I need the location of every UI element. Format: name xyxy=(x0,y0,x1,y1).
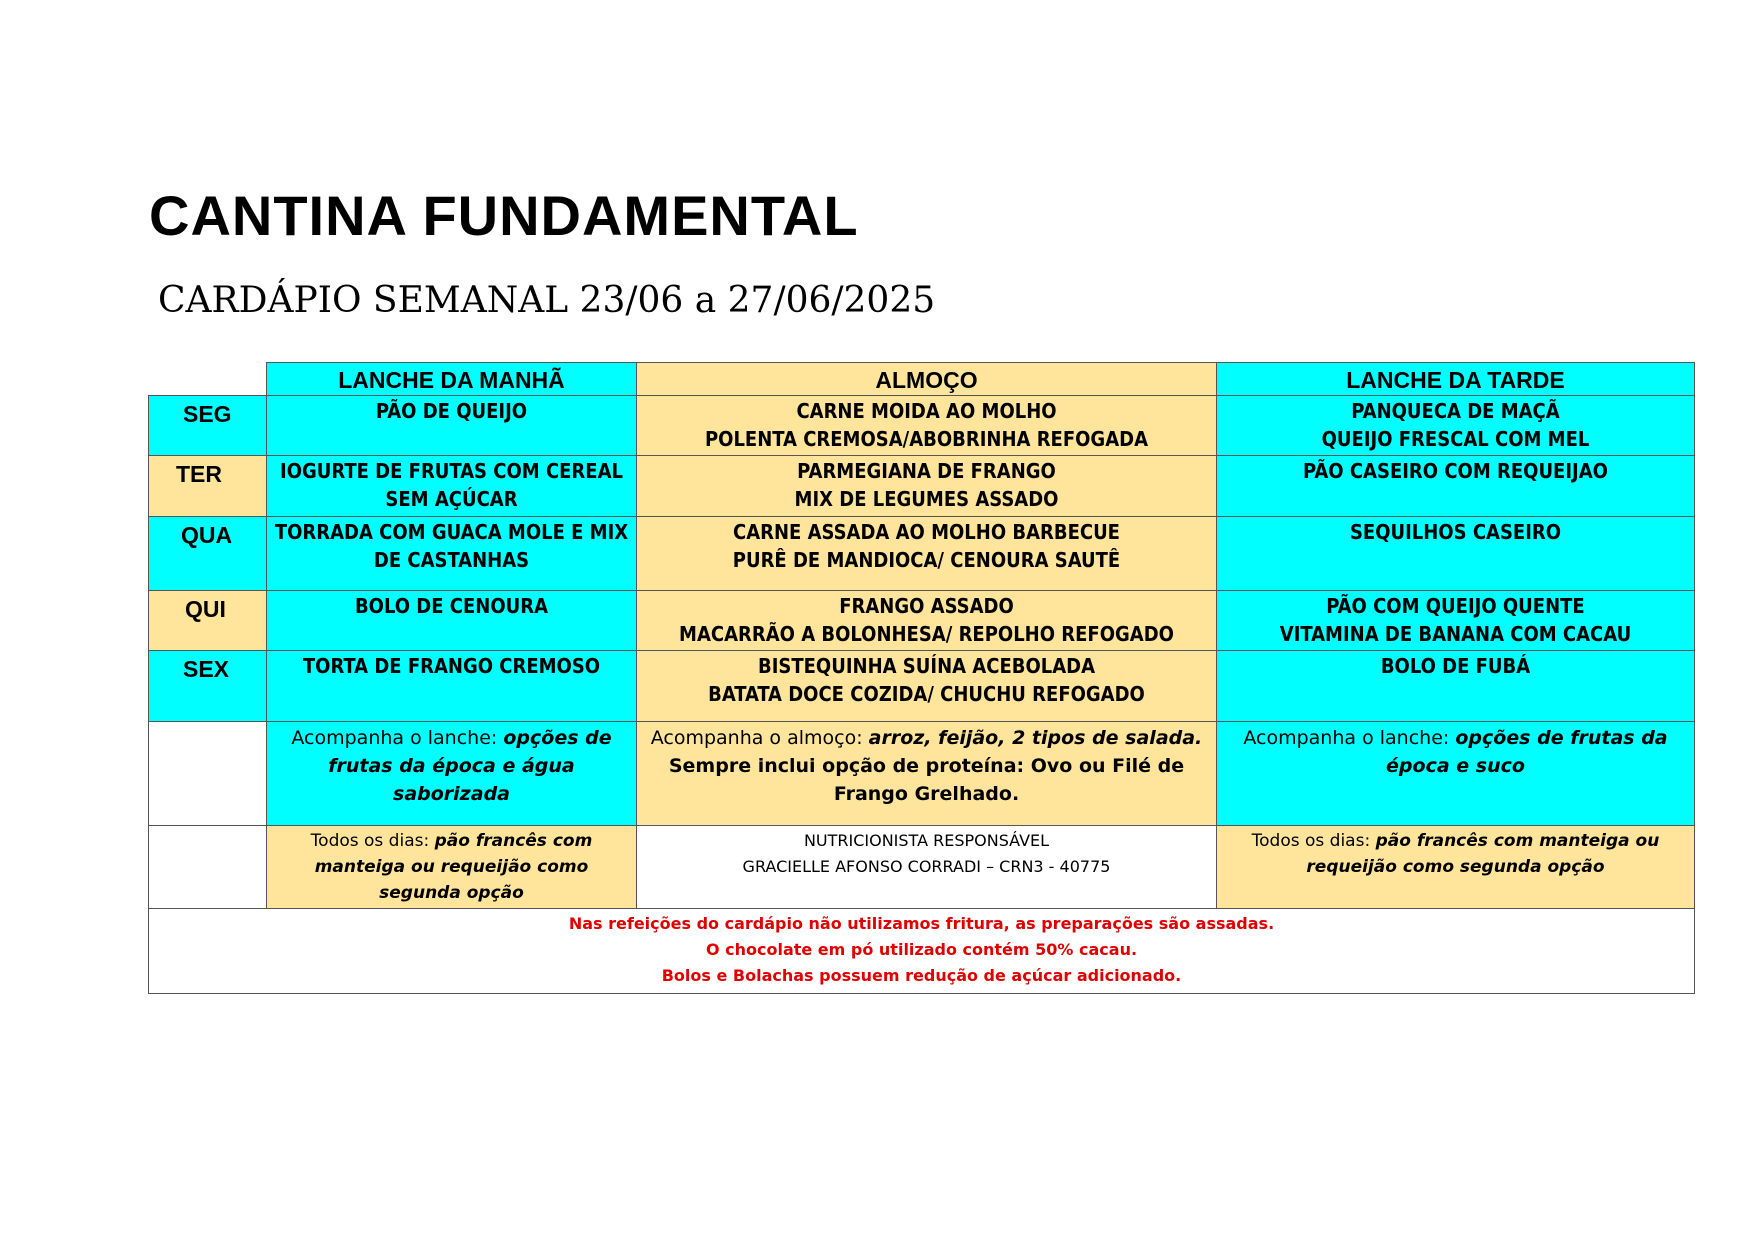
footer-note: Bolos e Bolachas possuem redução de açúcar adicionado. xyxy=(661,966,1182,985)
morning-cell: TORTA DE FRANGO CREMOSO xyxy=(267,651,637,722)
afternoon-cell: PANQUECA DE MAÇÃ QUEIJO FRESCAL COM MEL xyxy=(1217,396,1695,456)
morning-accompaniment: Acompanha o lanche: opções de frutas da época e água saborizada xyxy=(267,722,637,826)
header-empty-cell xyxy=(149,363,267,396)
footer-row xyxy=(149,909,1695,994)
header-morning: LANCHE DA MANHÃ xyxy=(267,363,637,396)
table-row xyxy=(149,456,1695,517)
table-row xyxy=(149,591,1695,651)
empty-cell xyxy=(149,826,267,909)
header-afternoon: LANCHE DA TARDE xyxy=(1217,363,1695,396)
menu-table xyxy=(148,362,1695,994)
lunch-cell: CARNE MOIDA AO MOLHO POLENTA CREMOSA/ABOBRINHA REFOGADA xyxy=(637,396,1217,456)
lunch-accompaniment: Acompanha o almoço: arroz, feijão, 2 tipos de salada. Sempre inclui opção de proteína: Ovo ou Filé de Frango Grelhado. xyxy=(637,722,1217,826)
lunch-cell: CARNE ASSADA AO MOLHO BARBECUE PURÊ DE MANDIOCA/ CENOURA SAUTÊ xyxy=(637,517,1217,591)
afternoon-cell: SEQUILHOS CASEIRO xyxy=(1217,517,1695,591)
day-label-ter: TER xyxy=(149,456,267,517)
footer-notes xyxy=(149,909,1695,994)
afternoon-cell: BOLO DE FUBÁ xyxy=(1217,651,1695,722)
nutritionist-info: NUTRICIONISTA RESPONSÁVEL GRACIELLE AFONSO CORRADI – CRN3 - 40775 xyxy=(637,826,1217,909)
afternoon-accompaniment: Acompanha o lanche: opções de frutas da época e suco xyxy=(1217,722,1695,826)
lunch-cell: FRANGO ASSADO MACARRÃO A BOLONHESA/ REPOLHO REFOGADO xyxy=(637,591,1217,651)
day-label-seg: SEG xyxy=(149,396,267,456)
morning-cell: BOLO DE CENOURA xyxy=(267,591,637,651)
accompaniments-row xyxy=(149,722,1695,826)
day-label-qui: QUI xyxy=(149,591,267,651)
page-subtitle: CARDÁPIO SEMANAL 23/06 a 27/06/2025 xyxy=(158,280,936,321)
header-row xyxy=(149,363,1695,396)
afternoon-cell: PÃO CASEIRO COM REQUEIJAO xyxy=(1217,456,1695,517)
afternoon-cell: PÃO COM QUEIJO QUENTE VITAMINA DE BANANA COM CACAU xyxy=(1217,591,1695,651)
empty-cell xyxy=(149,722,267,826)
table-row xyxy=(149,651,1695,722)
header-lunch: ALMOÇO xyxy=(637,363,1217,396)
day-label-qua: QUA xyxy=(149,517,267,591)
afternoon-daily-bread: Todos os dias: pão francês com manteiga ou requeijão como segunda opção xyxy=(1217,826,1695,909)
footer-note: Nas refeições do cardápio não utilizamos fritura, as preparações são assadas. xyxy=(568,914,1275,933)
morning-cell: PÃO DE QUEIJO xyxy=(267,396,637,456)
day-label-sex: SEX xyxy=(149,651,267,722)
lunch-cell: BISTEQUINHA SUÍNA ACEBOLADA BATATA DOCE COZIDA/ CHUCHU REFOGADO xyxy=(637,651,1217,722)
table-row xyxy=(149,517,1695,591)
page-title: CANTINA FUNDAMENTAL xyxy=(149,184,859,247)
morning-cell: TORRADA COM GUACA MOLE E MIX DE CASTANHAS xyxy=(267,517,637,591)
morning-cell: IOGURTE DE FRUTAS COM CEREAL SEM AÇÚCAR xyxy=(267,456,637,517)
lunch-cell: PARMEGIANA DE FRANGO MIX DE LEGUMES ASSADO xyxy=(637,456,1217,517)
daily-row xyxy=(149,826,1695,909)
footer-note: O chocolate em pó utilizado contém 50% cacau. xyxy=(705,940,1138,959)
table-row xyxy=(149,396,1695,456)
morning-daily-bread: Todos os dias: pão francês com manteiga ou requeijão como segunda opção xyxy=(267,826,637,909)
